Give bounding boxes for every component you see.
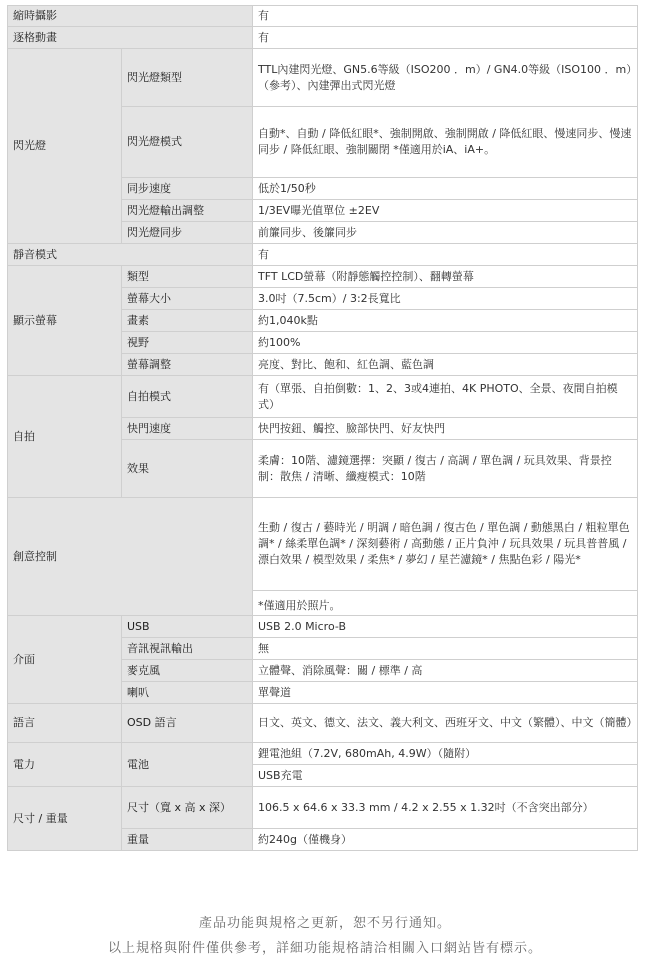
sub-value-display-adjust: 亮度、對比、飽和、紅色調、藍色調 — [253, 354, 638, 376]
sub-label-display-fov: 視野 — [122, 332, 253, 354]
sub-value-flash-sync-speed: 低於1/50秒 — [253, 178, 638, 200]
sub-label-display-size: 螢幕大小 — [122, 288, 253, 310]
sub-label-flash-output: 閃光燈輸出調整 — [122, 200, 253, 222]
sub-label-interface-av: 音訊視訊輸出 — [122, 638, 253, 660]
sub-label-selfie-mode: 自拍模式 — [122, 376, 253, 418]
sub-label-display-type: 類型 — [122, 266, 253, 288]
row-label-silent: 靜音模式 — [8, 244, 253, 266]
sub-value-flash-sync: 前簾同步、後簾同步 — [253, 222, 638, 244]
sub-value-interface-usb: USB 2.0 Micro-B — [253, 616, 638, 638]
row-value-timelapse: 有 — [253, 6, 638, 27]
table-row — [8, 616, 638, 638]
sub-value-language-osd: 日文、英文、德文、法文、義大利文、西班牙文、中文（繁體）、中文（簡體） — [253, 704, 638, 743]
section-label-selfie: 自拍 — [8, 376, 122, 498]
footer-notice-reference: 以上規格與附件僅供參考，詳細功能規格請洽相關入口網站皆有標示。 — [107, 941, 542, 956]
sub-label-display-pixels: 畫素 — [122, 310, 253, 332]
sub-value-interface-speaker: 單聲道 — [253, 682, 638, 704]
sub-label-flash-mode: 閃光燈模式 — [122, 107, 253, 178]
sub-label-flash-type: 閃光燈類型 — [122, 49, 253, 107]
sub-value-selfie-effect: 柔膚：10階、濾鏡選擇：突顯 / 復古 / 高調 / 單色調 / 玩具效果、背景控制：散焦 / 清晰、纖瘦模式：10階 — [253, 440, 638, 498]
row-value-silent: 有 — [253, 244, 638, 266]
table-row — [8, 27, 638, 49]
sub-value-display-type: TFT LCD螢幕（附靜態觸控控制）、翻轉螢幕 — [253, 266, 638, 288]
sub-label-flash-sync-speed: 同步速度 — [122, 178, 253, 200]
sub-value-flash-type: TTL內建閃光燈、GN5.6等級（ISO200 ．m）/ GN4.0等級（ISO100 ．m）（參考）、內建彈出式閃光燈 — [253, 49, 638, 107]
sub-value-flash-output: 1/3EV曝光值單位 ±2EV — [253, 200, 638, 222]
section-label-flash: 閃光燈 — [8, 49, 122, 244]
creative-value: 生動 / 復古 / 藝時光 / 明調 / 暗色調 / 復古色 / 單色調 / 動態黑白 / 粗粒單色調* / 絲柔單色調* / 深刻藝術 / 高動態 / 正片負沖 / 玩具效果 / 玩具普普風 / 漂白效果 / 模型效果 / 柔焦* / 夢幻 / 星芒濾鏡* / 焦點色彩 / 陽光* — [253, 498, 638, 591]
section-label-dimensions: 尺寸 / 重量 — [8, 787, 122, 851]
section-label-power: 電力 — [8, 743, 122, 787]
sub-value-interface-mic: 立體聲、消除風聲：關 / 標準 / 高 — [253, 660, 638, 682]
row-label-timelapse: 縮時攝影 — [8, 6, 253, 27]
sub-label-flash-sync: 閃光燈同步 — [122, 222, 253, 244]
sub-label-interface-mic: 麥克風 — [122, 660, 253, 682]
table-row — [8, 743, 638, 765]
sub-value-flash-mode: 自動*、自動 / 降低紅眼*、強制開啟、強制開啟 / 降低紅眼、慢速同步、慢速同步 / 降低紅眼、強制關閉 *僅適用於iA、iA+。 — [253, 107, 638, 178]
table-row — [8, 244, 638, 266]
row-label-stopmotion: 逐格動畫 — [8, 27, 253, 49]
sub-label-selfie-shutter: 快門速度 — [122, 418, 253, 440]
footer-notice-update: 產品功能與規格之更新，恕不另行通知。 — [198, 916, 451, 931]
section-label-interface: 介面 — [8, 616, 122, 704]
sub-label-language-osd: OSD 語言 — [122, 704, 253, 743]
sub-value-display-fov: 約100% — [253, 332, 638, 354]
table-row — [8, 704, 638, 743]
sub-value-dimensions-size: 106.5 x 64.6 x 33.3 mm / 4.2 x 2.55 x 1.32吋（不含突出部分） — [253, 787, 638, 829]
sub-value-selfie-mode: 有（單張、自拍倒數：1、2、3或4連拍、4K PHOTO、全景、夜間自拍模式） — [253, 376, 638, 418]
sub-label-display-adjust: 螢幕調整 — [122, 354, 253, 376]
sub-value-display-size: 3.0吋（7.5cm）/ 3:2長寬比 — [253, 288, 638, 310]
table-row — [8, 6, 638, 27]
sub-value-selfie-shutter: 快門按鈕、觸控、臉部快門、好友快門 — [253, 418, 638, 440]
section-label-display: 顯示螢幕 — [8, 266, 122, 376]
table-row — [8, 787, 638, 829]
sub-value-interface-av: 無 — [253, 638, 638, 660]
sub-value-power-battery-2: USB充電 — [253, 765, 638, 787]
table-row — [8, 266, 638, 288]
creative-note: *僅適用於照片。 — [253, 591, 638, 616]
sub-label-power-battery: 電池 — [122, 743, 253, 787]
sub-value-power-battery-1: 鋰電池組（7.2V, 680mAh, 4.9W）（隨附） — [253, 743, 638, 765]
sub-value-display-pixels: 約1,040k點 — [253, 310, 638, 332]
sub-label-interface-speaker: 喇叭 — [122, 682, 253, 704]
spec-table — [7, 5, 638, 851]
table-row — [8, 49, 638, 107]
sub-label-interface-usb: USB — [122, 616, 253, 638]
sub-label-dimensions-size: 尺寸（寬 x 高 x 深） — [122, 787, 253, 829]
sub-label-dimensions-weight: 重量 — [122, 829, 253, 851]
row-value-stopmotion: 有 — [253, 27, 638, 49]
table-row — [8, 376, 638, 418]
table-row — [8, 498, 638, 591]
sub-value-dimensions-weight: 約240g（僅機身） — [253, 829, 638, 851]
section-label-creative: 創意控制 — [8, 498, 253, 616]
section-label-language: 語言 — [8, 704, 122, 743]
sub-label-selfie-effect: 效果 — [122, 440, 253, 498]
